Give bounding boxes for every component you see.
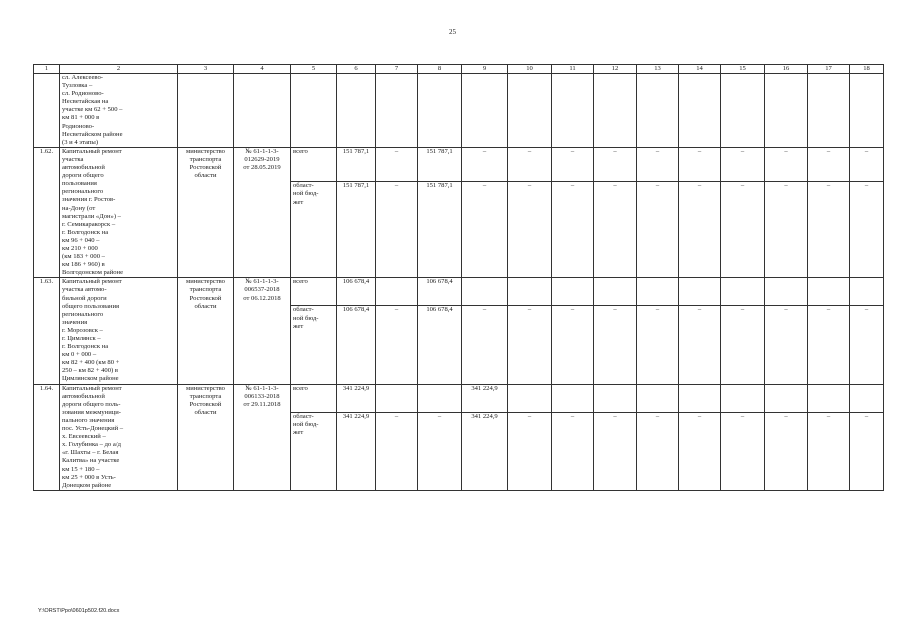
value-col16 — [765, 278, 808, 306]
value-col12: – — [594, 412, 637, 490]
column-number: 1 — [34, 65, 60, 74]
value-col9: – — [462, 306, 508, 384]
value-col14: – — [679, 306, 721, 384]
value-col10 — [508, 278, 552, 306]
column-number: 3 — [178, 65, 234, 74]
value-col8: 106 678,4 — [418, 306, 462, 384]
expertise-doc: № 61-1-1-3- 006133-2018 от 29.11.2018 — [234, 384, 291, 490]
column-number-row — [34, 65, 884, 74]
value-col14 — [679, 384, 721, 412]
value-col16: – — [765, 182, 808, 278]
investment-table — [33, 64, 884, 491]
value-col18: – — [850, 306, 884, 384]
value-col9: 341 224,9 — [462, 412, 508, 490]
value-col12 — [594, 384, 637, 412]
value-col7: – — [376, 306, 418, 384]
value-col18: – — [850, 412, 884, 490]
value-col17 — [808, 278, 850, 306]
value-col10: – — [508, 147, 552, 182]
customer-org: министерство транспорта Ростовской области — [178, 147, 234, 278]
item-number: 1.64. — [34, 384, 60, 490]
column-number: 14 — [679, 65, 721, 74]
value-col8: 151 787,1 — [418, 182, 462, 278]
column-number: 10 — [508, 65, 552, 74]
value-col12: – — [594, 147, 637, 182]
value-col18 — [850, 384, 884, 412]
value-col13: – — [637, 147, 679, 182]
value-col8 — [418, 384, 462, 412]
value-col9: – — [462, 147, 508, 182]
column-number: 9 — [462, 65, 508, 74]
value-col17: – — [808, 182, 850, 278]
value-col12: – — [594, 306, 637, 384]
value-col18: – — [850, 182, 884, 278]
funding-source: област- ной бюд- жет — [291, 412, 337, 490]
footer-file-path: Y:\ORST\Ppo\0601p502.f20.docx — [38, 608, 120, 614]
value-col17: – — [808, 412, 850, 490]
value-total: 341 224,9 — [337, 412, 376, 490]
column-number: 7 — [376, 65, 418, 74]
value-col8: – — [418, 412, 462, 490]
value-col14: – — [679, 412, 721, 490]
funding-source: всего — [291, 147, 337, 182]
value-col7: – — [376, 412, 418, 490]
value-col14 — [679, 278, 721, 306]
funding-source: всего — [291, 384, 337, 412]
funding-source: всего — [291, 278, 337, 306]
value-col12: – — [594, 182, 637, 278]
value-total: 151 787,1 — [337, 147, 376, 182]
value-col7: – — [376, 182, 418, 278]
value-col15: – — [721, 182, 765, 278]
expertise-doc: № 61-1-1-3- 006537-2018 от 06.12.2018 — [234, 278, 291, 384]
value-col16: – — [765, 412, 808, 490]
value-total: 106 678,4 — [337, 278, 376, 306]
column-number: 11 — [552, 65, 594, 74]
value-col17: – — [808, 306, 850, 384]
value-col15 — [721, 278, 765, 306]
column-number: 17 — [808, 65, 850, 74]
value-col17: – — [808, 147, 850, 182]
column-number: 12 — [594, 65, 637, 74]
continuation-row — [34, 74, 884, 148]
value-col15 — [721, 384, 765, 412]
column-number: 5 — [291, 65, 337, 74]
value-col17 — [808, 384, 850, 412]
value-col7 — [376, 278, 418, 306]
value-col7: – — [376, 147, 418, 182]
value-col18: – — [850, 147, 884, 182]
value-col13: – — [637, 412, 679, 490]
object-name: Капитальный ремонт автомобильной дороги общего поль- зования межмуници- пального значения пос. Усть-Донецкий – х. Евсеевский – х. Голубинка – до а/д «г. Шахты – г. Белая Калитва» на участке км 15 + 180 – км 25 + 000 в Усть- Донецком районе — [60, 384, 178, 490]
value-col13 — [637, 384, 679, 412]
value-col8: 106 678,4 — [418, 278, 462, 306]
value-total: 151 787,1 — [337, 182, 376, 278]
object-name: Капитальный ремонт участка автомо- бильной дороги общего пользования регионального значения г. Морозовск – г. Цимлянск – г. Волгодонск на км 0 + 000 – км 82 + 400 (км 80 + 250 – км 82 + 400) в Цимлянском районе — [60, 278, 178, 384]
value-col15: – — [721, 147, 765, 182]
table-row-total — [34, 147, 884, 182]
column-number: 13 — [637, 65, 679, 74]
value-col14: – — [679, 147, 721, 182]
column-number: 6 — [337, 65, 376, 74]
table-row-total — [34, 278, 884, 306]
value-col7 — [376, 384, 418, 412]
customer-org: министерство транспорта Ростовской области — [178, 278, 234, 384]
value-total: 341 224,9 — [337, 384, 376, 412]
value-col15: – — [721, 412, 765, 490]
value-col11: – — [552, 306, 594, 384]
funding-source: област- ной бюд- жет — [291, 182, 337, 278]
value-col13: – — [637, 182, 679, 278]
object-name: Капитальный ремонт участка автомобильной дороги общего пользования регионального значения г. Ростов- на-Дону (от магистрали «Дон») – г. Семикаракорск – г. Волгодонск на км 96 + 040 – км 210 + 000 (км 183 + 000 – км 186 + 960) в Волгодонском районе — [60, 147, 178, 278]
column-number: 2 — [60, 65, 178, 74]
value-col11 — [552, 278, 594, 306]
item-number: 1.63. — [34, 278, 60, 384]
value-col13 — [637, 278, 679, 306]
object-name: сл. Алексеево- Тузловка – сл. Родионово- Несветайская на участке км 62 + 500 – км 81 + 000 в Родионово- Несветайском районе (3 и 4 этапы) — [60, 74, 178, 148]
column-number: 4 — [234, 65, 291, 74]
value-col15: – — [721, 306, 765, 384]
funding-source: област- ной бюд- жет — [291, 306, 337, 384]
table-row-total — [34, 384, 884, 412]
value-col16 — [765, 384, 808, 412]
column-number: 15 — [721, 65, 765, 74]
value-col16: – — [765, 147, 808, 182]
value-col12 — [594, 278, 637, 306]
value-col14: – — [679, 182, 721, 278]
column-number: 18 — [850, 65, 884, 74]
value-col18 — [850, 278, 884, 306]
value-col8: 151 787,1 — [418, 147, 462, 182]
value-col9 — [462, 278, 508, 306]
value-col11: – — [552, 412, 594, 490]
value-col10: – — [508, 182, 552, 278]
value-col16: – — [765, 306, 808, 384]
customer-org: министерство транспорта Ростовской области — [178, 384, 234, 490]
page-number: 25 — [449, 28, 456, 36]
column-number: 16 — [765, 65, 808, 74]
value-col9: 341 224,9 — [462, 384, 508, 412]
value-col9: – — [462, 182, 508, 278]
value-total: 106 678,4 — [337, 306, 376, 384]
expertise-doc: № 61-1-1-3- 012629-2019 от 28.05.2019 — [234, 147, 291, 278]
item-number: 1.62. — [34, 147, 60, 278]
value-col10: – — [508, 412, 552, 490]
value-col10: – — [508, 306, 552, 384]
column-number: 8 — [418, 65, 462, 74]
value-col11 — [552, 384, 594, 412]
value-col10 — [508, 384, 552, 412]
value-col11: – — [552, 147, 594, 182]
value-col11: – — [552, 182, 594, 278]
value-col13: – — [637, 306, 679, 384]
